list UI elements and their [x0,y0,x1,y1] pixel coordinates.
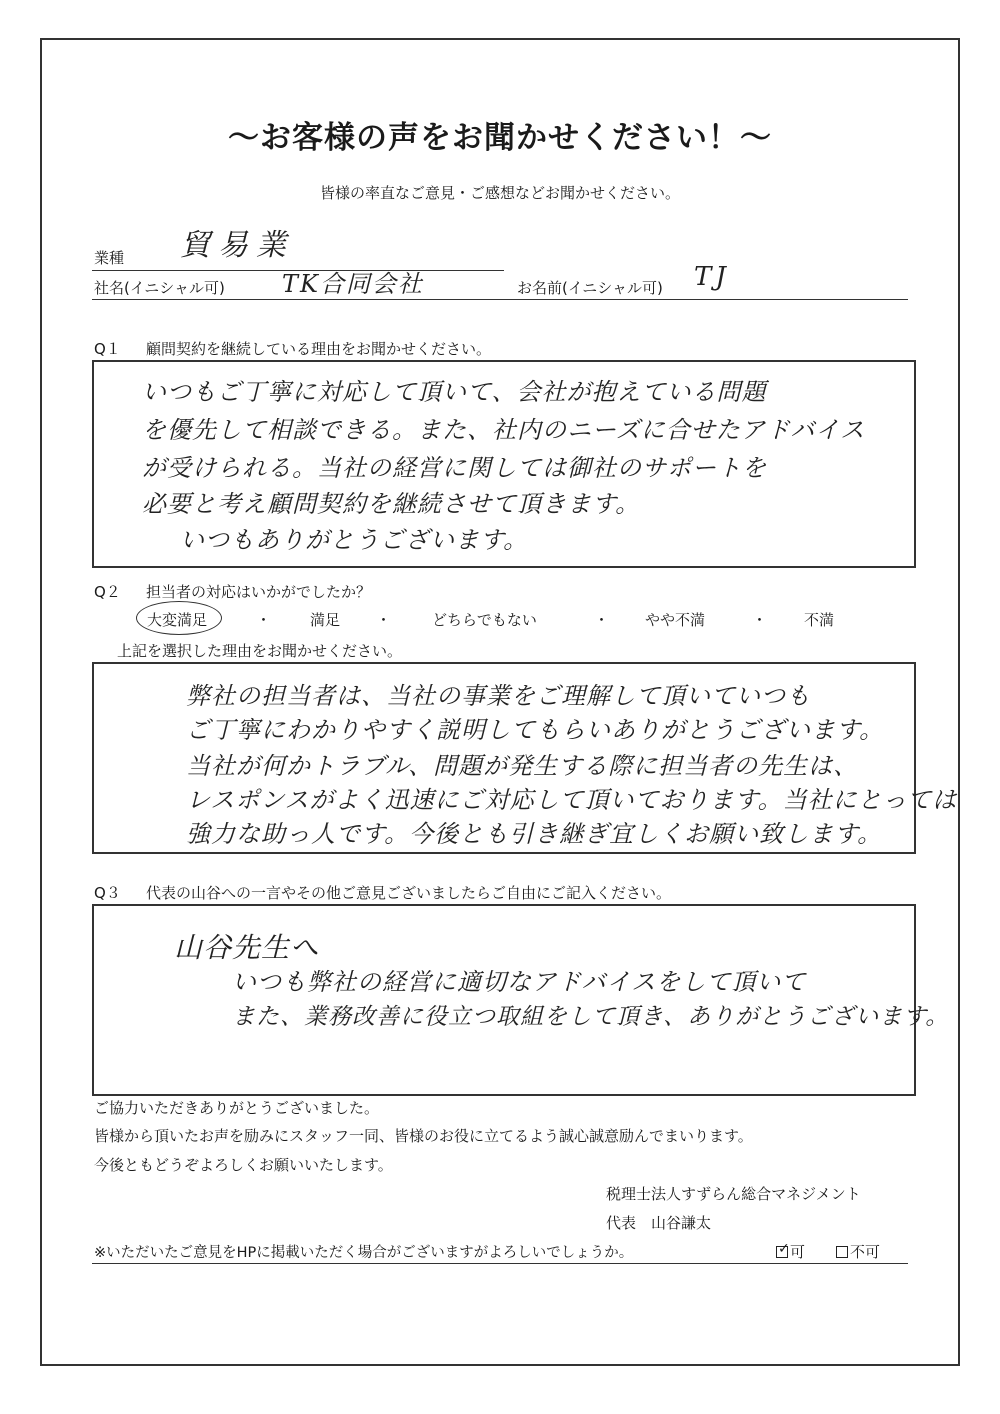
option-neutral[interactable]: どちらでもない [432,611,537,629]
q2-reason-prompt: 上記を選択した理由をお聞かせください。 [117,642,403,660]
check-icon: ✓ [778,1241,790,1257]
q2-answer-line: レスポンスがよく迅速にご対応して頂いております。当社にとっては [186,786,958,814]
q1-answer-box [92,360,916,568]
q3-answer-line: いつも弊社の経営に適切なアドバイスをして頂いて [232,968,807,996]
q3-answer-line: 山谷先生へ [174,931,320,964]
q1-answer-line: 必要と考え顧問契約を継続させて頂きます。 [142,490,641,518]
option-separator: ・ [376,611,392,629]
consent-no-label: 不可 [850,1243,881,1261]
q3-answer-box [92,904,950,1096]
consent-question: ※いただいたご意見をHPに掲載いただく場合がございますがよろしいでしょうか。 [94,1245,634,1261]
name-label: お名前(イニシャル可) [517,279,663,297]
q2-answer-line: 弊社の担当者は、当社の事業をご理解して頂いていつも [186,682,811,710]
q1-answer-line: いつもご丁寧に対応して頂いて、会社が抱えている問題 [142,378,767,406]
q2-answer-line: 強力な助っ人です。今後とも引き継ぎ宜しくお願い致します。 [186,820,883,848]
firm-name: 税理士法人すずらん総合マネジメント [606,1185,861,1203]
representative-name: 代表 山谷謙太 [606,1214,712,1232]
option-dissatisfied[interactable]: 不満 [804,611,835,629]
q2-label: Q２ [94,583,121,601]
company-value: TK合同会社 [282,270,424,298]
q1-label: Q１ [94,340,121,358]
industry-label: 業種 [94,249,125,267]
option-separator: ・ [256,611,272,629]
consent-no-checkbox[interactable] [836,1246,848,1258]
closing-thanks: ご協力いただきありがとうございました。 [94,1099,380,1117]
q3-answer-line: また、業務改善に役立つ取組をして頂き、ありがとうございます。 [232,1004,950,1030]
closing-message: 皆様から頂いたお声を励みにスタッフ一同、皆様のお役に立てるよう誠心誠意励んでまいります。 [94,1127,753,1145]
consent-yes[interactable] [776,1241,805,1262]
q3-question: 代表の山谷への一言やその他ご意見ございましたらご自由にご記入ください。 [146,884,672,902]
q3-label: Q３ [94,884,121,902]
consent-yes-checkbox[interactable] [776,1241,790,1258]
page-subtitle: 皆様の率直なご意見・ご感想などお聞かせください。 [319,184,680,202]
q2-answer-line: ご丁寧にわかりやすく説明してもらいありがとうございます。 [186,716,885,744]
industry-value: 貿易業 [180,228,294,263]
page-title: 〜お客様の声をお聞かせください！〜 [228,120,772,156]
q1-answer-line: いつもありがとうございます。 [180,526,529,554]
option-satisfied[interactable]: 満足 [310,611,341,629]
q1-question: 顧問契約を継続している理由をお聞かせください。 [146,340,492,358]
company-underline [92,299,908,300]
company-label: 社名(イニシャル可) [94,279,225,297]
q2-answer-box [92,662,958,854]
option-somewhat-dissatisfied[interactable]: やや不満 [645,611,706,629]
consent-underline [92,1263,908,1264]
consent-no[interactable] [836,1241,880,1262]
name-value: TJ [694,262,730,292]
consent-yes-label: 可 [790,1243,806,1261]
q2-question: 担当者の対応はいかがでしたか？ [146,583,372,601]
closing-regards: 今後ともどうぞよろしくお願いいたします。 [94,1156,393,1174]
option-separator: ・ [594,611,610,629]
q1-answer-line: が受けられる。当社の経営に関しては御社のサポートを [142,454,767,482]
option-separator: ・ [752,611,768,629]
q1-answer-line: を優先して相談できる。また、社内のニーズに合せたアドバイス [142,416,866,444]
q2-answer-line: 当社が何かトラブル、問題が発生する際に担当者の先生は、 [186,752,859,780]
option-very-satisfied[interactable]: 大変満足 [147,611,208,629]
